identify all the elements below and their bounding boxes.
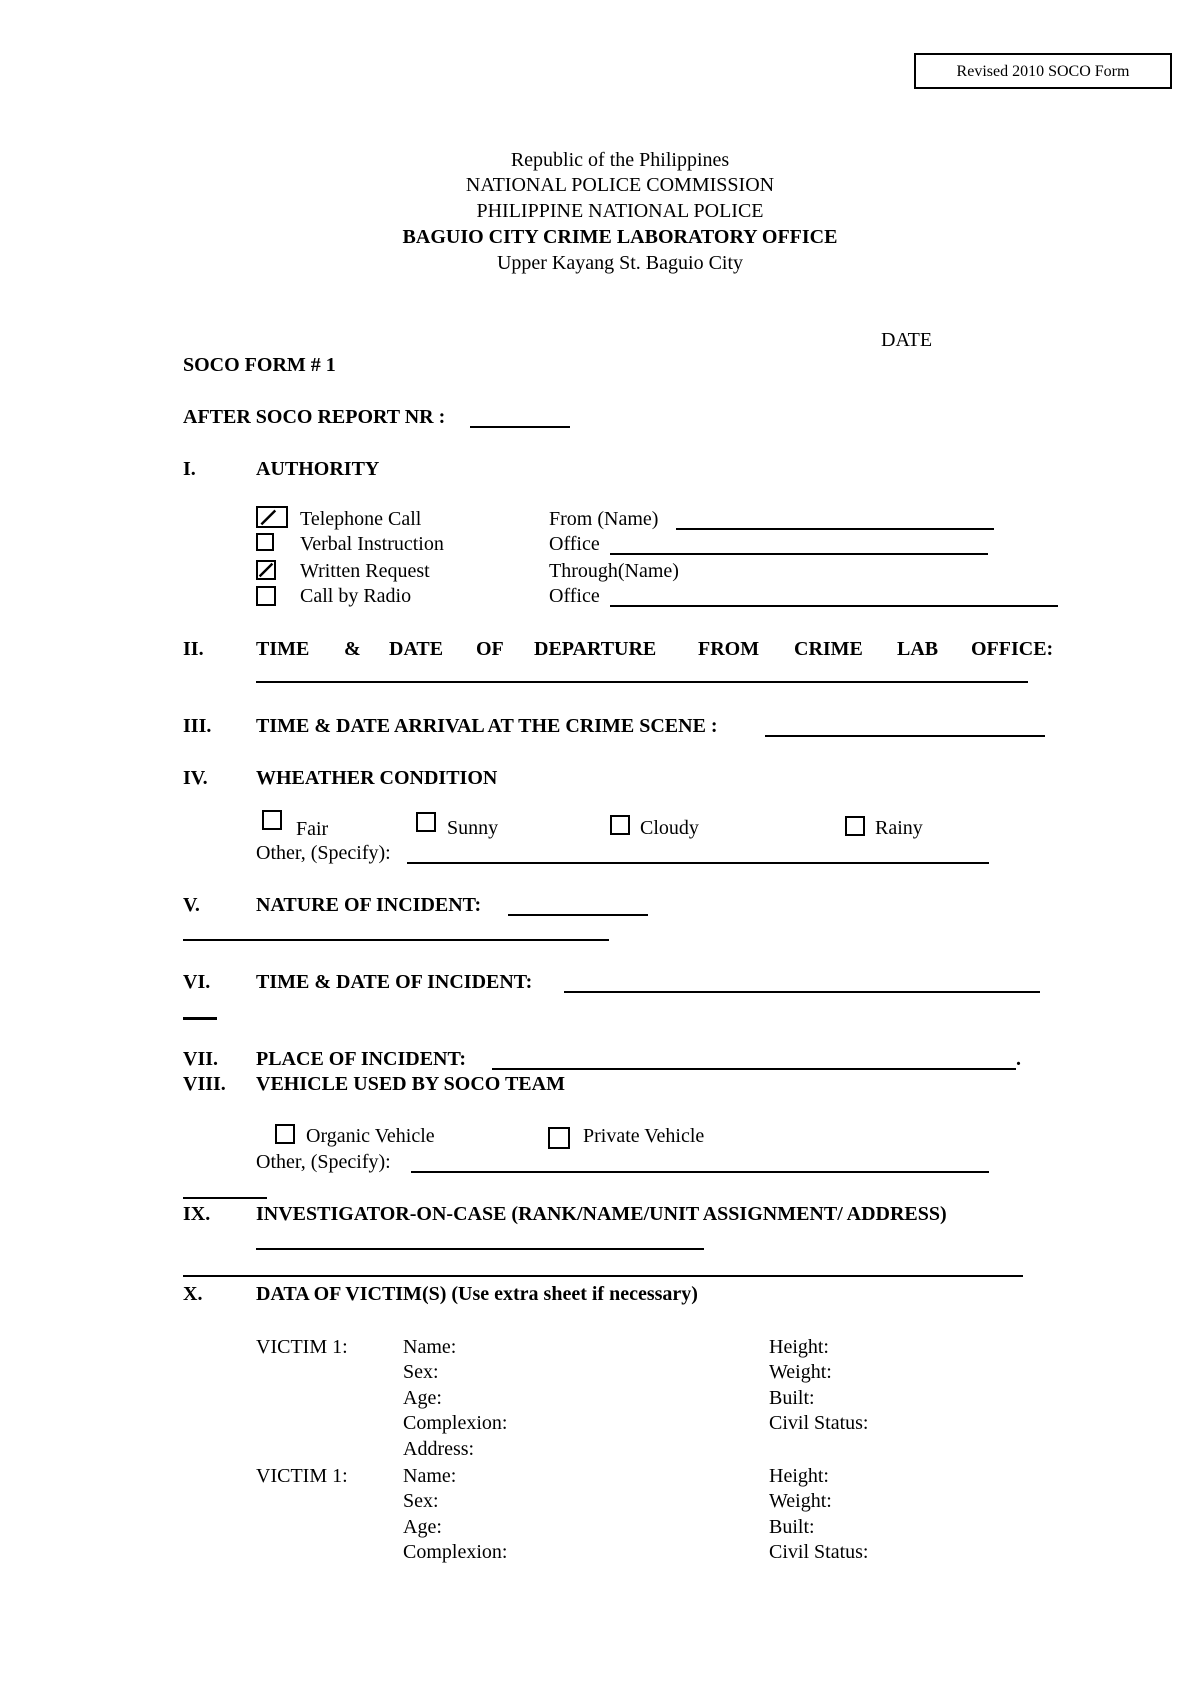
victim-field-built: Built: xyxy=(769,1516,815,1538)
section-10-title: DATA OF VICTIM(S) (Use extra sheet if necessary) xyxy=(256,1283,698,1305)
vehicle-option-label: Organic Vehicle xyxy=(306,1125,435,1147)
vehicle-other-line-2[interactable] xyxy=(183,1197,267,1199)
victim-field-complexion: Complexion: xyxy=(403,1412,508,1434)
weather-option-label: Cloudy xyxy=(640,817,699,839)
section-6-number: VI. xyxy=(183,971,211,993)
section-8-title: VEHICLE USED BY SOCO TEAM xyxy=(256,1073,565,1095)
nature-line-2[interactable] xyxy=(183,939,609,941)
vehicle-other-label: Other, (Specify): xyxy=(256,1151,391,1173)
office-label: Office xyxy=(549,585,600,607)
victim-label: VICTIM 1: xyxy=(256,1336,348,1358)
checkbox-private-vehicle[interactable] xyxy=(548,1127,570,1149)
weather-other-line[interactable] xyxy=(407,862,989,864)
section-2-title-word: FROM xyxy=(698,638,760,660)
section-9-number: IX. xyxy=(183,1203,211,1225)
checkbox-organic-vehicle[interactable] xyxy=(275,1124,295,1144)
through-name-label: Through(Name) xyxy=(549,560,679,582)
victim-field-name: Name: xyxy=(403,1465,457,1487)
checkbox-written-request[interactable] xyxy=(256,560,276,580)
header-office: BAGUIO CITY CRIME LABORATORY OFFICE xyxy=(402,226,838,248)
section-2-title-word: & xyxy=(344,638,361,660)
section-2-title-word: DATE xyxy=(389,638,444,660)
office-line[interactable] xyxy=(610,605,1058,607)
section-7-number: VII. xyxy=(183,1048,219,1070)
incident-time-line[interactable] xyxy=(564,991,1040,993)
section-5-number: V. xyxy=(183,894,200,916)
incident-time-line-2[interactable] xyxy=(183,1017,217,1020)
victim-field-complexion: Complexion: xyxy=(403,1541,508,1563)
office-label: Office xyxy=(549,533,600,555)
office-line[interactable] xyxy=(610,553,988,555)
victim-field-age: Age: xyxy=(403,1516,442,1538)
section-4-title: WHEATHER CONDITION xyxy=(256,767,498,789)
section-3-title: TIME & DATE ARRIVAL AT THE CRIME SCENE : xyxy=(256,715,718,737)
checkbox-rainy[interactable] xyxy=(845,816,865,836)
date-label: DATE xyxy=(881,329,933,351)
from-name-line[interactable] xyxy=(676,528,994,530)
weather-other-label: Other, (Specify): xyxy=(256,842,391,864)
victim-field-sex: Sex: xyxy=(403,1490,439,1512)
victim-field-height: Height: xyxy=(769,1336,829,1358)
victim-field-height: Height: xyxy=(769,1465,829,1487)
revised-form-label: Revised 2010 SOCO Form xyxy=(914,53,1172,89)
vehicle-option-label: Private Vehicle xyxy=(583,1125,705,1147)
checkbox-sunny[interactable] xyxy=(416,812,436,832)
victim-field-weight: Weight: xyxy=(769,1490,832,1512)
place-line[interactable] xyxy=(492,1068,1016,1070)
place-period: . xyxy=(1016,1048,1021,1070)
section-3-number: III. xyxy=(183,715,212,737)
victim-field-sex: Sex: xyxy=(403,1361,439,1383)
header-napolcom: NATIONAL POLICE COMMISSION xyxy=(465,174,775,196)
section-2-number: II. xyxy=(183,638,204,660)
section-2-title-word: OFFICE: xyxy=(971,638,1054,660)
header-pnp: PHILIPPINE NATIONAL POLICE xyxy=(476,200,764,222)
section-5-title: NATURE OF INCIDENT: xyxy=(256,894,482,916)
section-1-number: I. xyxy=(183,458,196,480)
departure-line[interactable] xyxy=(256,681,1028,683)
investigator-line[interactable] xyxy=(256,1248,704,1250)
authority-option-label: Call by Radio xyxy=(300,585,412,607)
victim-field-weight: Weight: xyxy=(769,1361,832,1383)
victim-field-civil-status: Civil Status: xyxy=(769,1541,869,1563)
checkbox-fair[interactable] xyxy=(262,810,282,830)
from-name-label: From (Name) xyxy=(549,508,659,530)
checkbox-call-by-radio[interactable] xyxy=(256,586,276,606)
section-10-number: X. xyxy=(183,1283,203,1305)
investigator-line-2[interactable] xyxy=(183,1275,1023,1277)
check-slash-icon xyxy=(258,562,274,578)
checkbox-cloudy[interactable] xyxy=(610,815,630,835)
victim-field-age: Age: xyxy=(403,1387,442,1409)
authority-option-label: Telephone Call xyxy=(300,508,422,530)
check-slash-icon xyxy=(258,508,286,526)
checkbox-telephone-call[interactable] xyxy=(256,506,288,528)
checkbox-verbal-instruction[interactable] xyxy=(256,533,274,551)
authority-option-label: Written Request xyxy=(300,560,430,582)
header-address: Upper Kayang St. Baguio City xyxy=(496,252,744,274)
nature-line[interactable] xyxy=(508,914,648,916)
after-soco-report-line[interactable] xyxy=(470,426,570,428)
authority-option-label: Verbal Instruction xyxy=(300,533,444,555)
after-soco-report-label: AFTER SOCO REPORT NR : xyxy=(183,406,446,428)
vehicle-other-line[interactable] xyxy=(411,1171,989,1173)
weather-option-label: Rainy xyxy=(875,817,923,839)
weather-option-label: Sunny xyxy=(447,817,499,839)
section-4-number: IV. xyxy=(183,767,208,789)
section-8-number: VIII. xyxy=(183,1073,226,1095)
weather-option-label: Fair xyxy=(296,818,329,840)
victim-field-name: Name: xyxy=(403,1336,457,1358)
victim-label: VICTIM 1: xyxy=(256,1465,348,1487)
header-republic: Republic of the Philippines xyxy=(510,149,730,171)
victim-field-civil-status: Civil Status: xyxy=(769,1412,869,1434)
arrival-line[interactable] xyxy=(765,735,1045,737)
section-1-title: AUTHORITY xyxy=(256,458,380,480)
section-2-title-word: DEPARTURE xyxy=(534,638,657,660)
section-9-title: INVESTIGATOR-ON-CASE (RANK/NAME/UNIT ASSIGNMENT/ ADDRESS) xyxy=(256,1203,947,1225)
section-2-title-word: TIME xyxy=(256,638,310,660)
section-2-title-word: CRIME xyxy=(794,638,863,660)
section-7-title: PLACE OF INCIDENT: xyxy=(256,1048,467,1070)
victim-field-address: Address: xyxy=(403,1438,475,1460)
victim-field-built: Built: xyxy=(769,1387,815,1409)
section-6-title: TIME & DATE OF INCIDENT: xyxy=(256,971,533,993)
section-2-title-word: LAB xyxy=(897,638,939,660)
form-number: SOCO FORM # 1 xyxy=(183,354,336,376)
section-2-title-word: OF xyxy=(476,638,504,660)
